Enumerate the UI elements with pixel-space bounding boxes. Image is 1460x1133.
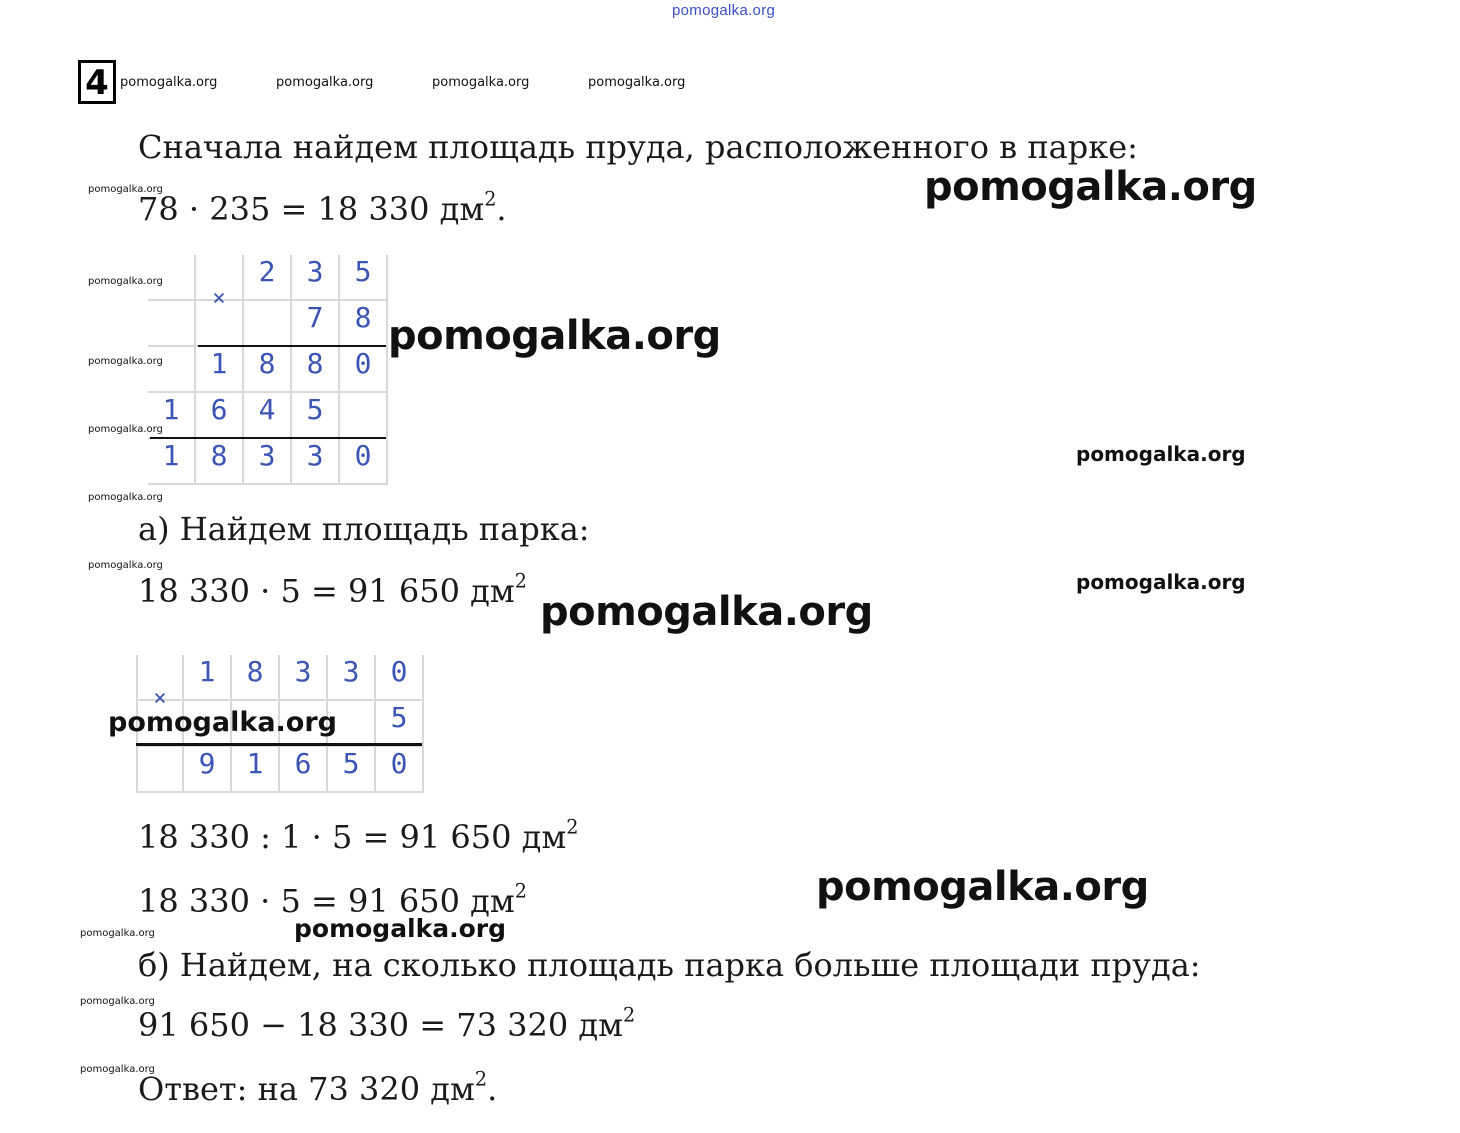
watermark-medium-3: pomogalka.org	[108, 707, 337, 738]
watermark-side-7: pomogalka.org	[80, 928, 155, 939]
grid-cell: 1	[232, 747, 280, 793]
equation-difference: 91 650 − 18 330 = 73 320 $дм^2$	[138, 1003, 636, 1044]
grid-cell: 1	[196, 347, 244, 393]
watermark-large-4: pomogalka.org	[816, 864, 1149, 910]
grid-cell: 1	[148, 439, 196, 485]
grid-cell: 8	[232, 655, 280, 701]
sum-line-1	[198, 345, 386, 347]
grid-cell: 3	[328, 655, 376, 701]
grid-cell	[138, 747, 184, 793]
watermark-side-1: pomogalka.org	[88, 184, 163, 195]
grid-cell: 1	[184, 655, 232, 701]
grid-cell: 3	[292, 439, 340, 485]
watermark-header-1: pomogalka.org	[120, 75, 218, 90]
watermark-side-3: pomogalka.org	[88, 356, 163, 367]
grid-cell: 5	[376, 701, 424, 747]
watermark-side-5: pomogalka.org	[88, 492, 163, 503]
grid-cell	[196, 301, 244, 347]
watermark-medium-1: pomogalka.org	[1076, 442, 1246, 466]
watermark-large-2: pomogalka.org	[388, 313, 721, 359]
grid-cell: 1	[148, 393, 196, 439]
grid-cell: 3	[280, 655, 328, 701]
grid-cell: 0	[376, 747, 424, 793]
watermark-top: pomogalka.org	[672, 2, 776, 19]
grid-cell: 3	[244, 439, 292, 485]
grid-cell: 8	[292, 347, 340, 393]
multiplication-grid-pond	[148, 255, 388, 485]
watermark-large-1: pomogalka.org	[924, 164, 1257, 210]
grid-cell: 7	[292, 301, 340, 347]
answer-text: Ответ: на 73 320 $дм^2$.	[138, 1067, 498, 1108]
grid-cell: 4	[244, 393, 292, 439]
grid-cell: 5	[328, 747, 376, 793]
grid-cell: 5	[340, 255, 388, 301]
watermark-side-4: pomogalka.org	[88, 424, 163, 435]
equation-park-area: 18 330 · 5 = 91 650 $дм^2$	[138, 569, 527, 610]
part-b-title: б) Найдем, на сколько площадь парка больше площади пруда:	[138, 946, 1201, 984]
watermark-side-9: pomogalka.org	[80, 1064, 155, 1075]
equation-pond-area: 78 · 235 = 18 330 $дм^2$.	[138, 187, 507, 228]
sum-line-2	[150, 437, 386, 439]
intro-text: Сначала найдем площадь пруда, расположенного в парке:	[138, 128, 1138, 166]
multiply-sign: ×	[196, 255, 244, 301]
grid-cell: 6	[196, 393, 244, 439]
watermark-header-3: pomogalka.org	[432, 75, 530, 90]
watermark-side-6: pomogalka.org	[88, 560, 163, 571]
grid-cell: 0	[376, 655, 424, 701]
part-a-title: а) Найдем площадь парка:	[138, 510, 590, 548]
watermark-side-8: pomogalka.org	[80, 996, 155, 1007]
grid-cell	[244, 301, 292, 347]
grid-cell: 8	[196, 439, 244, 485]
equation-alt-1: 18 330 : 1 · 5 = 91 650 $дм^2$	[138, 815, 579, 856]
product-line	[136, 743, 422, 746]
grid-cell: 9	[184, 747, 232, 793]
grid-cell: 6	[280, 747, 328, 793]
task-number-badge: 4	[78, 60, 116, 104]
grid-cell: 0	[340, 439, 388, 485]
watermark-header-4: pomogalka.org	[588, 75, 686, 90]
grid-cell: 8	[244, 347, 292, 393]
watermark-side-2: pomogalka.org	[88, 276, 163, 287]
watermark-large-3: pomogalka.org	[540, 589, 873, 635]
grid-cell: 0	[340, 347, 388, 393]
watermark-medium-4: pomogalka.org	[294, 914, 507, 943]
grid-cell	[340, 393, 388, 439]
grid-cell: 2	[244, 255, 292, 301]
grid-cell	[148, 347, 196, 393]
grid-cell: 3	[292, 255, 340, 301]
equation-alt-2: 18 330 · 5 = 91 650 $дм^2$	[138, 879, 527, 920]
multiply-sign: ×	[138, 655, 184, 701]
grid-cell: 8	[340, 301, 388, 347]
grid-cell	[148, 301, 196, 347]
watermark-header-2: pomogalka.org	[276, 75, 374, 90]
grid-cell: 5	[292, 393, 340, 439]
watermark-medium-2: pomogalka.org	[1076, 570, 1246, 594]
